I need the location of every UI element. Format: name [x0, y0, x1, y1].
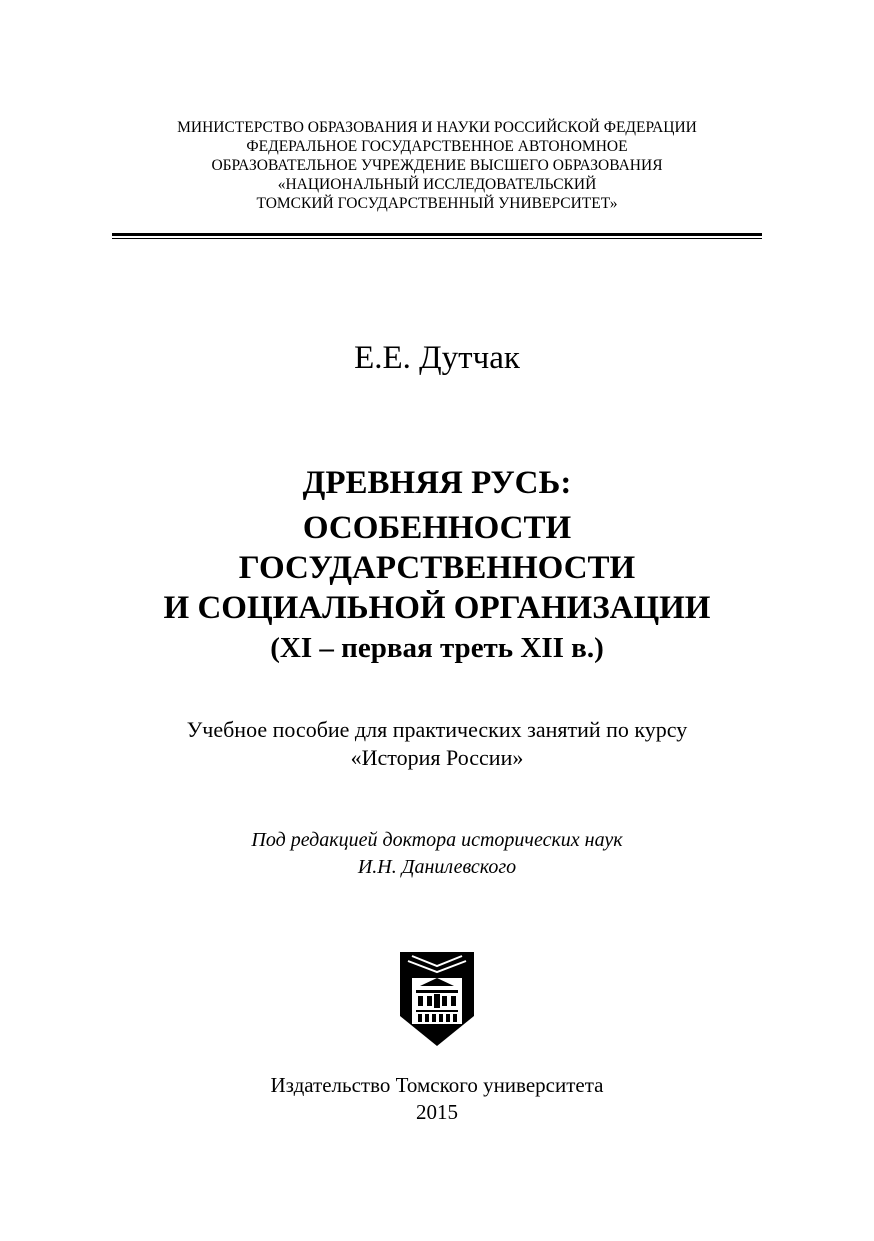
author-name: Е.Е. Дутчак — [354, 340, 520, 376]
title-line: (XI – первая треть XII в.) — [270, 632, 604, 664]
title-line: И СОЦИАЛЬНОЙ ОРГАНИЗАЦИИ — [163, 590, 711, 626]
subtitle-line: Учебное пособие для практических занятий по курсу — [186, 717, 688, 742]
header-rule-thin — [112, 238, 762, 239]
ministry-line: ОБРАЗОВАТЕЛЬНОЕ УЧРЕЖДЕНИЕ ВЫСШЕГО ОБРАЗОВАНИЯ — [211, 157, 663, 174]
ministry-line: ТОМСКИЙ ГОСУДАРСТВЕННЫЙ УНИВЕРСИТЕТ» — [256, 195, 618, 212]
editor-line: И.Н. Данилевского — [357, 856, 517, 878]
title-line: ДРЕВНЯЯ РУСЬ: — [302, 465, 572, 501]
ministry-line: МИНИСТЕРСТВО ОБРАЗОВАНИЯ И НАУКИ РОССИЙСКОЙ ФЕДЕРАЦИИ — [177, 119, 697, 136]
editor-line: Под редакцией доктора исторических наук — [251, 829, 623, 851]
ministry-header — [0, 118, 874, 213]
editor-credit — [0, 827, 874, 881]
subtitle-line: «История России» — [350, 745, 524, 770]
publisher-name: Издательство Томского университета — [270, 1073, 604, 1097]
ministry-line: «НАЦИОНАЛЬНЫЙ ИССЛЕДОВАТЕЛЬСКИЙ — [277, 176, 597, 193]
book-title — [0, 463, 874, 668]
book-subtitle — [0, 716, 874, 772]
title-line: ГОСУДАРСТВЕННОСТИ — [238, 550, 636, 586]
publication-year: 2015 — [416, 1100, 458, 1124]
university-emblem-icon — [398, 950, 476, 1048]
publisher-block — [0, 1072, 874, 1126]
title-line: ОСОБЕННОСТИ — [302, 510, 572, 546]
ministry-line: ФЕДЕРАЛЬНОЕ ГОСУДАРСТВЕННОЕ АВТОНОМНОЕ — [246, 138, 628, 155]
header-rule-thick — [112, 233, 762, 236]
